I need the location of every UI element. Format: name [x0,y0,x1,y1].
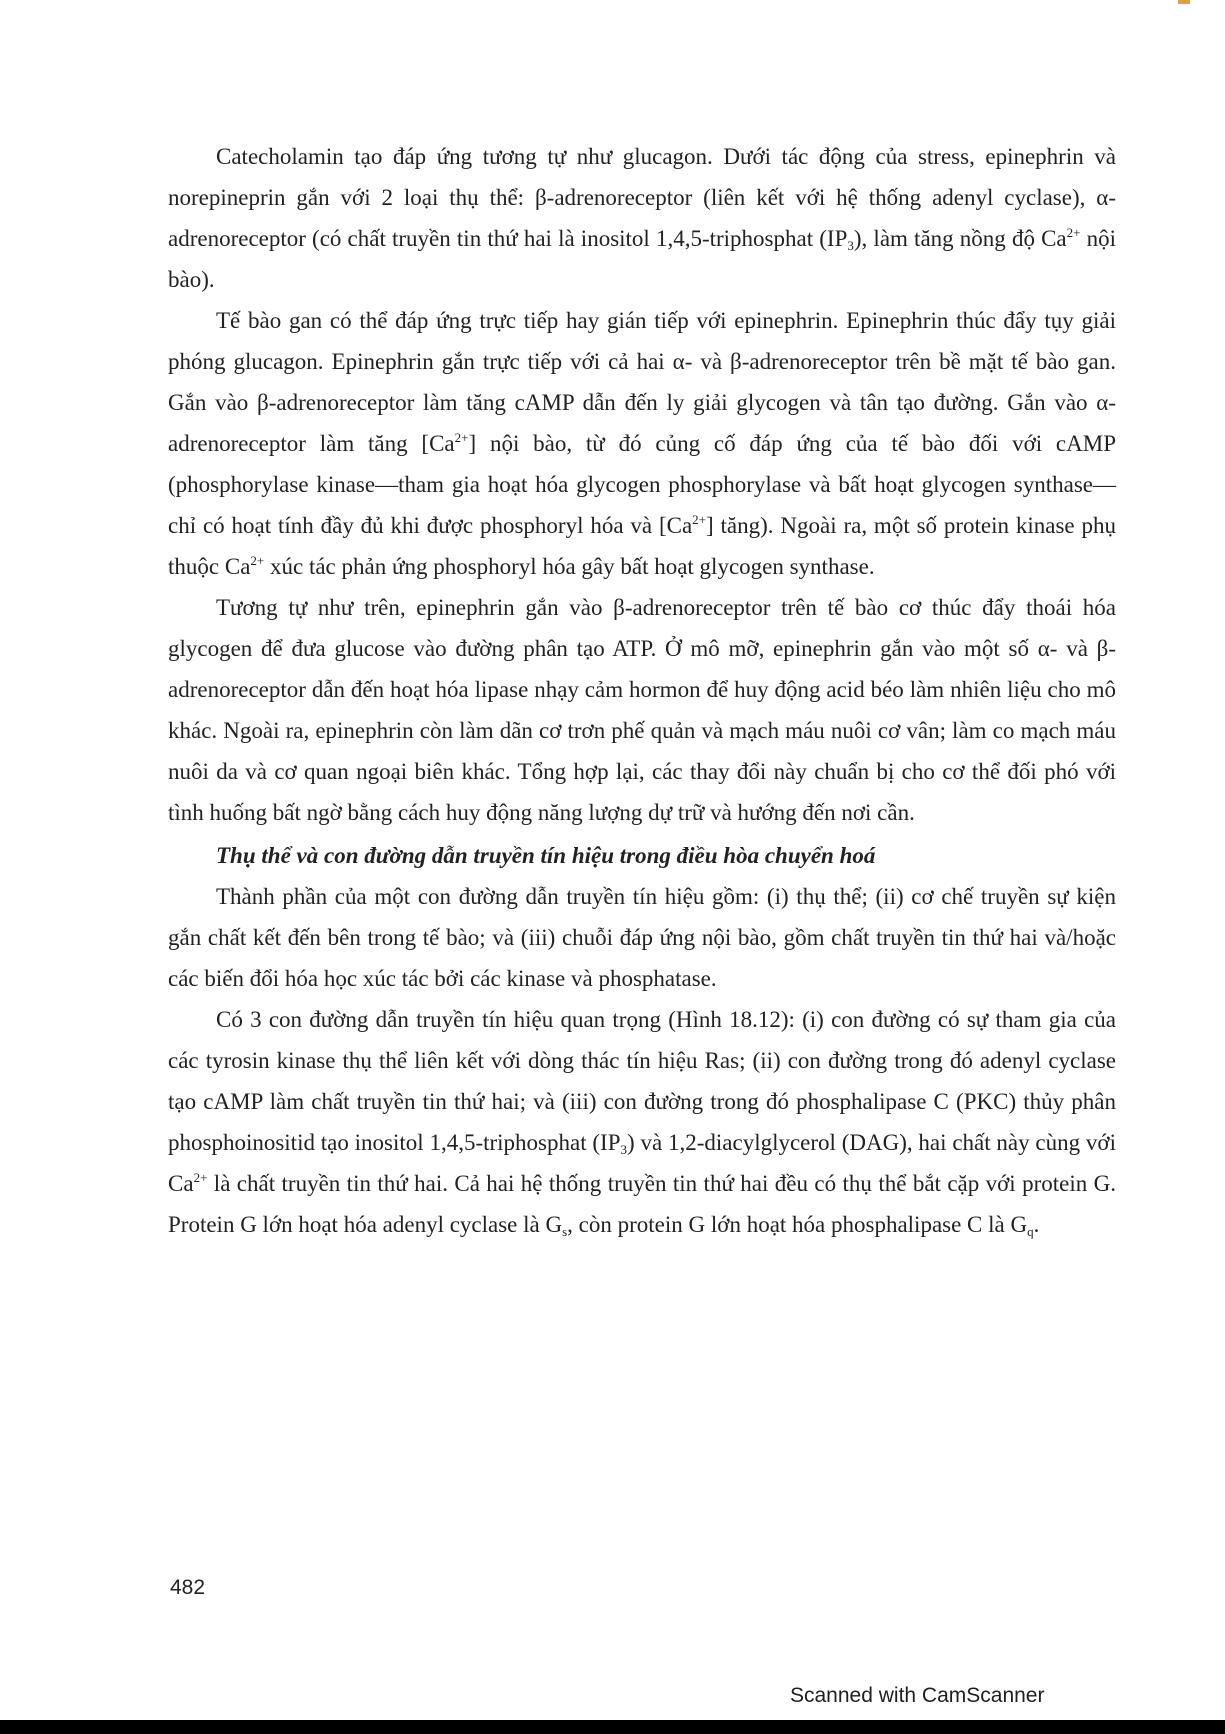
paragraph-three-pathways: Có 3 con đường dẫn truyền tín hiệu quan trọng (Hình 18.12): (i) con đường có sự tham gia của các tyrosin kinase thụ thể liên kết với dòng thác tín hiệu Ras; (ii) con đường trong đó adenyl cyclase tạo cAMP làm chất truyền tin thứ hai; và (iii) con đường trong đó phosphalipase C (PKC) thủy phân phosphoinositid tạo inositol 1,4,5-triphosphat $(IP_3)$ và 1,2-diacylglycerol (DAG), hai chất này cùng với $Ca^{2+}$ là chất truyền tin thứ hai. Cả hai hệ thống truyền tin thứ hai đều có thụ thể bắt cặp với protein G. Protein G lớn hoạt hóa adenyl cyclase là $G_s$, còn protein G lớn hoạt hóa phosphalipase C là $G_q$. [168,1007,1116,1239]
paragraph-pathway-components: Thành phần của một con đường dẫn truyền tín hiệu gồm: (i) thụ thể; (ii) cơ chế truyền sự kiện gắn chất kết đến bên trong tế bào; và (iii) chuỗi đáp ứng nội bào, gồm chất truyền tin thứ hai và/hoặc các biến đổi hóa học xúc tác bởi các kinase và phosphatase. [168,884,1116,991]
paragraph-catecholamin: Catecholamin tạo đáp ứng tương tự như glucagon. Dưới tác động của stress, epinephrin và norepineprin gắn với 2 loại thụ thể: β-adrenoreceptor (liên kết với hệ thống adenyl cyclase), α-adrenoreceptor (có chất truyền tin thứ hai là inositol 1,4,5-triphosphat $(IP_3)$, làm tăng nồng độ $Ca^{2+}$ nội bào). [168,144,1117,292]
paragraph-muscle-adipose: Tương tự như trên, epinephrin gắn vào β-adrenoreceptor trên tế bào cơ thúc đẩy thoái hóa glycogen để đưa glucose vào đường phân tạo ATP. Ở mô mỡ, epinephrin gắn vào một số α- và β-adrenoreceptor dẫn đến hoạt hóa lipase nhạy cảm hormon để huy động acid béo làm nhiên liệu cho mô khác. Ngoài ra, epinephrin còn làm dãn cơ trơn phế quản và mạch máu nuôi cơ vân; làm co mạch máu nuôi da và cơ quan ngoại biên khác. Tổng hợp lại, các thay đổi này chuẩn bị cho cơ thể đối phó với tình huống bất ngờ bằng cách huy động năng lượng dự trữ và hướng đến nơi cần. [168,595,1116,825]
paragraph-liver-cells: Tế bào gan có thể đáp ứng trực tiếp hay gián tiếp với epinephrin. Epinephrin thúc đẩy tụy giải phóng glucagon. Epinephrin gắn trực tiếp với cả hai α- và β-adrenoreceptor trên bề mặt tế bào gan. Gắn vào β-adrenoreceptor làm tăng cAMP dẫn đến ly giải glycogen và tân tạo đường. Gắn vào α-adrenoreceptor làm tăng $[Ca^{2+}]$ nội bào, từ đó củng cố đáp ứng của tế bào đối với cAMP (phosphorylase kinase—tham gia hoạt hóa glycogen phosphorylase và bất hoạt glycogen synthase—chỉ có hoạt tính đầy đủ khi được phosphoryl hóa và $[Ca^{2+}]$ tăng). Ngoài ra, một số protein kinase phụ thuộc $Ca^{2+}$ xúc tác phản ứng phosphoryl hóa gây bất hoạt glycogen synthase. [168,308,1116,579]
section-heading: Thụ thể và con đường dẫn truyền tín hiệu trong điều hòa chuyển hoá [216,843,876,868]
bottom-bar [0,1720,1225,1734]
page-number: 482 [170,1576,206,1599]
corner-mark [1178,0,1190,4]
body-text [168,136,1116,1245]
scanner-watermark: Scanned with CamScanner [790,1684,1045,1707]
